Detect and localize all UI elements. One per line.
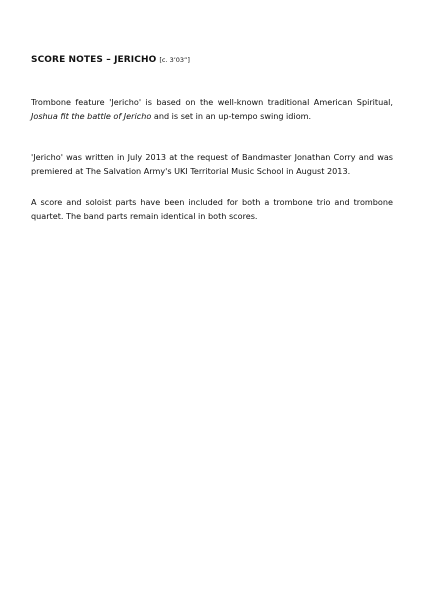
page-heading [31,54,190,66]
heading-title: SCORE NOTES – JERICHO [31,55,157,65]
paragraph-intro-text-b: and is set in an up-tempo swing idiom. [151,110,312,121]
paragraph-intro-text-a: Trombone feature 'Jericho' is based on the well-known traditional American Spiritual, [31,97,393,107]
paragraph-parts: A score and soloist parts have been included for both a trombone trio and trombone quartet. The band parts remain identical in both scores. [31,197,393,221]
heading-duration: [c. 3’03”] [159,56,190,64]
paragraph-intro [31,96,393,123]
spiritual-title: Joshua fit the battle of Jericho [31,110,152,121]
paragraph-history: 'Jericho' was written in July 2013 at the request of Bandmaster Jonathan Corry and was premiered at The Salvation Army's UKI Territorial Music School in August 2013. [31,152,393,176]
